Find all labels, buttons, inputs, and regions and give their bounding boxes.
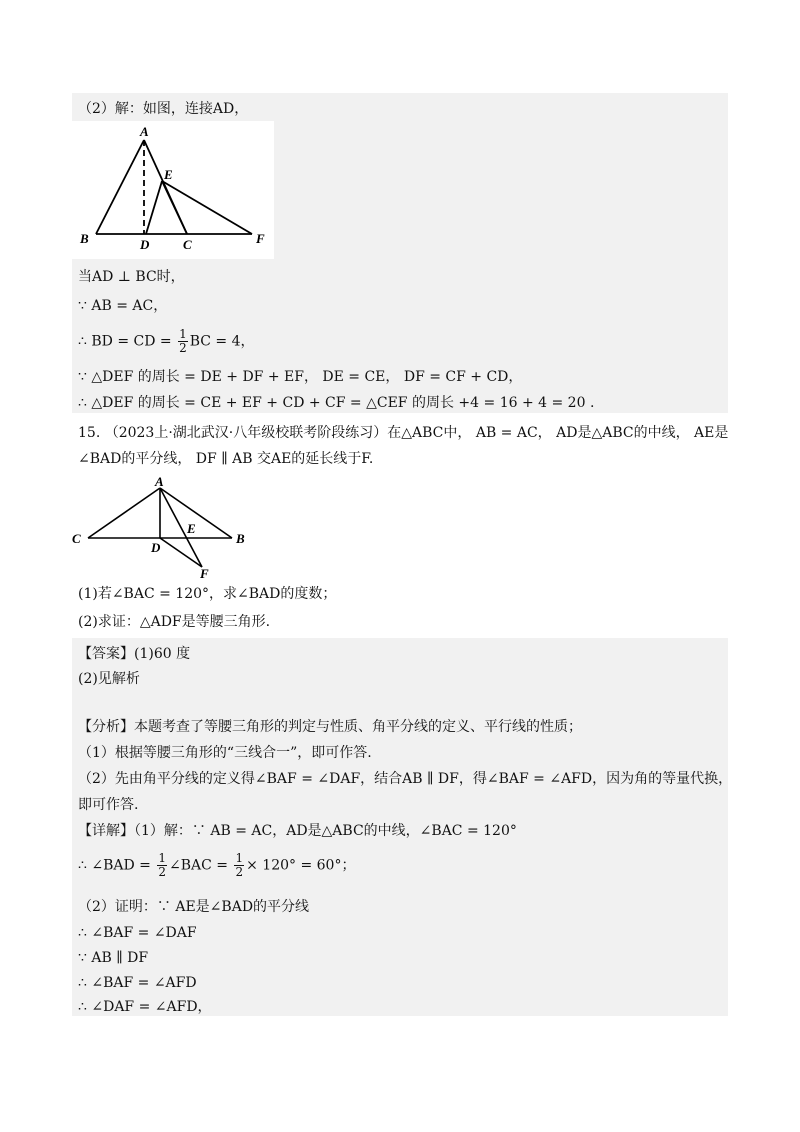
fig1-label-d: D — [140, 237, 150, 252]
fig2-label-b: B — [236, 531, 245, 546]
analysis-line-3: （2）先由角平分线的定义得∠BAF = ∠DAF，结合AB ∥ DF，得∠BAF = ∠AFD，因为角的等量代换， — [78, 771, 733, 787]
fraction-denominator: 2 — [179, 341, 187, 355]
analysis-line-1: 【分析】本题考查了等腰三角形的判定与性质、角平分线的定义、平行线的性质； — [78, 719, 582, 735]
figure-1-triangle — [72, 121, 274, 259]
q15-sub-2: (2)求证：△ADF是等腰三角形. — [78, 614, 271, 630]
fig1-label-b: B — [80, 231, 89, 246]
detail-line-2-mid: ∠BAC = — [168, 857, 233, 874]
detail-line-2-post: × 120° = 60°； — [246, 857, 356, 874]
answer-line-1: 【答案】(1)60 度 — [78, 646, 191, 662]
fig1-label-f: F — [256, 231, 265, 246]
q15-sub-1: (1)若∠BAC = 120°，求∠BAD的度数； — [78, 586, 337, 602]
sol-line-2: ∵ AB = AC， — [78, 298, 168, 314]
fraction-2-numerator: 1 — [235, 851, 244, 865]
detail-line-2-pre: ∴ ∠BAD = — [78, 857, 156, 874]
q15-line-2: ∠BAD的平分线， DF ∥ AB 交AE的延长线于F. — [78, 451, 374, 467]
analysis-line-4: 即可作答. — [78, 797, 139, 813]
fig1-label-a: A — [140, 124, 149, 139]
detail-line-4: ∴ ∠BAF = ∠DAF — [78, 925, 197, 941]
analysis-line-2: （1）根据等腰三角形的“三线合一”，即可作答. — [78, 745, 372, 761]
fraction-half-1 — [157, 852, 167, 879]
detail-line-3: （2）证明：∵ AE是∠BAD的平分线 — [78, 899, 310, 915]
detail-line-6: ∴ ∠BAF = ∠AFD — [78, 975, 197, 991]
fig2-label-c: C — [72, 531, 81, 546]
sol-line-5: ∴ △DEF 的周长 = CE + EF + CD + CF = △CEF 的周长 +4 = 16 + 4 = 20 . — [78, 395, 595, 411]
sol-line-4: ∵ △DEF 的周长 = DE + DF + EF， DE = CE， DF = CF + CD， — [78, 369, 523, 385]
fraction-half — [178, 328, 188, 355]
figure-2-triangle — [68, 474, 268, 580]
part2-intro: （2）解：如图，连接AD， — [78, 101, 249, 117]
detail-line-5: ∵ AB ∥ DF — [78, 950, 149, 966]
sol-line-1: 当AD ⊥ BC时， — [78, 269, 185, 285]
fig2-label-a: A — [155, 474, 164, 489]
fraction-2-denominator: 2 — [235, 865, 244, 879]
fig1-label-c: C — [183, 237, 192, 252]
fraction-half-2 — [234, 852, 244, 879]
fraction-1-denominator: 2 — [158, 865, 166, 879]
q15-line-1: 15. （2023上·湖北武汉·八年级校联考阶段练习）在△ABC中， AB = AC， AD是△ABC的中线， AE是 — [78, 425, 729, 441]
fraction-1-numerator: 1 — [158, 851, 166, 865]
fig2-label-d: D — [151, 540, 161, 555]
detail-line-2 — [78, 852, 355, 879]
sol-line-3-post: BC = 4， — [189, 333, 255, 350]
sol-line-3-pre: ∴ BD = CD = — [78, 333, 177, 350]
fraction-numerator: 1 — [179, 327, 187, 341]
fig2-label-e: E — [187, 521, 196, 536]
fig2-label-f: F — [200, 566, 209, 580]
detail-line-1: 【详解】（1）解：∵ AB = AC，AD是△ABC的中线，∠BAC = 120° — [78, 823, 517, 839]
answer-line-2: (2)见解析 — [78, 671, 140, 687]
sol-line-3 — [78, 328, 255, 355]
fig1-label-e: E — [164, 167, 173, 182]
detail-line-7: ∴ ∠DAF = ∠AFD， — [78, 999, 212, 1015]
